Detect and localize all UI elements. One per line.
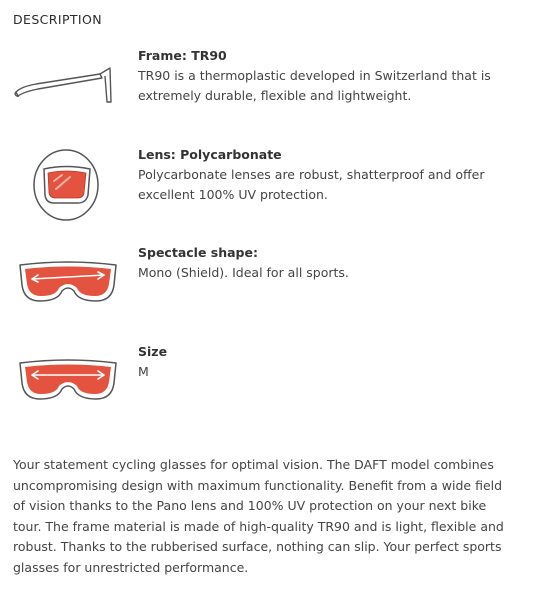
- shield-glasses-icon: [18, 257, 128, 307]
- feature-heading: Size: [138, 344, 168, 359]
- feature-heading: Frame: TR90: [138, 48, 227, 63]
- feature-heading: Lens: Polycarbonate: [138, 147, 282, 162]
- feature-heading: Spectacle shape:: [138, 245, 258, 260]
- feature-shape-text: [138, 243, 518, 283]
- section-title: DESCRIPTION: [13, 12, 103, 27]
- feature-body: Polycarbonate lenses are robust, shatterproof and offer excellent 100% UV protection.: [138, 167, 485, 202]
- frame-side-icon: [14, 62, 124, 106]
- feature-body: Mono (Shield). Ideal for all sports.: [138, 265, 349, 280]
- feature-body: TR90 is a thermoplastic developed in Switzerland that is extremely durable, flexible and lightweight.: [138, 68, 491, 103]
- feature-frame-text: [138, 46, 518, 106]
- lens-circle-icon: [32, 147, 142, 223]
- product-description: Your statement cycling glasses for optimal vision. The DAFT model combines uncompromising design with maximum functionality. Benefit from a wide field of vision thanks to the Pano lens and 100% UV protection on your next bike tour. The frame material is made of high-quality TR90 and is light, flexible and robust. Thanks to the rubberised surface, nothing can slip. Your perfect sports glasses for unrestricted performance.: [13, 457, 504, 575]
- feature-body: M: [138, 364, 149, 379]
- feature-lens-text: [138, 145, 518, 205]
- shield-glasses-size-icon: [18, 355, 128, 405]
- feature-size-text: [138, 342, 518, 382]
